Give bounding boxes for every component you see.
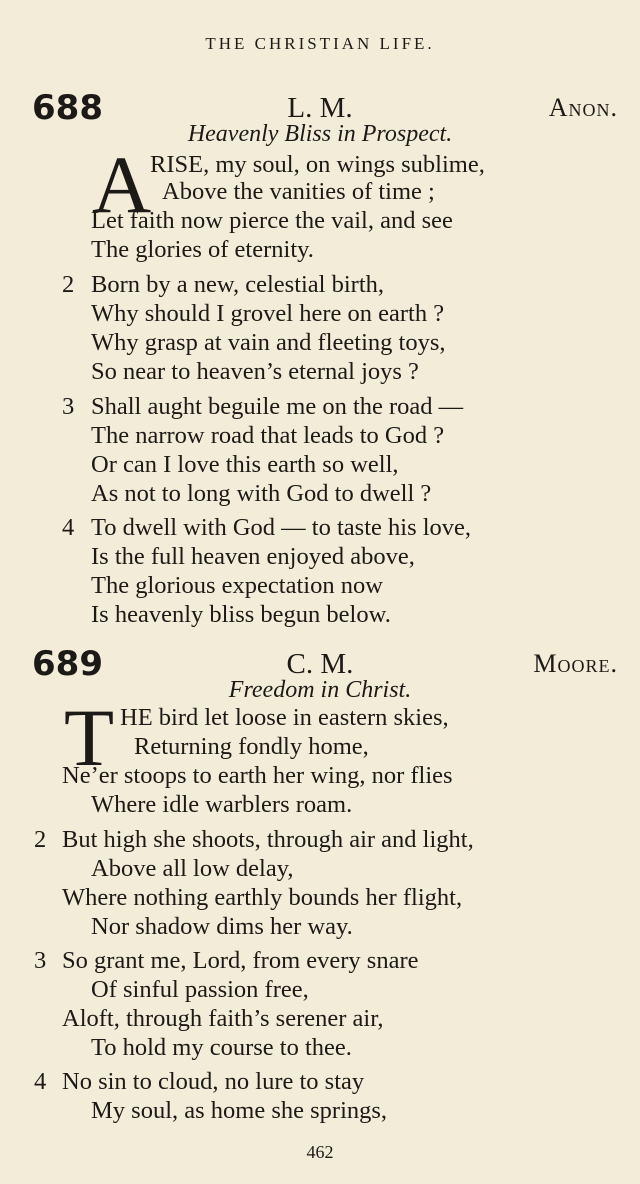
verse-line: HE bird let loose in eastern skies, [120,704,449,731]
running-head: THE CHRISTIAN LIFE. [205,34,435,53]
verse-number: 2 [34,826,47,853]
verse-line: Aloft, through faith’s serener air, [62,1005,384,1032]
verse-line: RISE, my soul, on wings sublime, [150,151,485,178]
verse-number: 3 [62,393,75,420]
verse-line: Is heavenly bliss begun below. [91,601,391,628]
verse-line: Born by a new, celestial birth, [91,271,385,298]
hymn-meter: C. M. [286,648,354,680]
hymn-number: 689 [32,644,103,684]
verse-line: The glories of eternity. [91,236,314,263]
verse-line: Or can I love this earth so well, [91,451,399,478]
verse-line: Is the full heaven enjoyed above, [91,543,415,570]
verse-line: Returning fondly home, [134,733,369,760]
hymn-author: Moore. [533,649,618,678]
verse-number: 2 [62,271,75,298]
verse-line: The glorious expectation now [91,572,383,599]
hymn-title: Freedom in Christ. [228,677,412,703]
hymn-title: Heavenly Bliss in Prospect. [187,121,453,147]
verse-number: 3 [34,947,47,974]
verse-line: Above all low delay, [91,855,294,882]
drop-cap: T [64,692,115,783]
verse-line: Where idle warblers roam. [91,791,353,818]
verse-number: 4 [34,1068,47,1095]
verse-line: To dwell with God — to taste his love, [91,514,472,541]
verse-line: Of sinful passion free, [91,976,309,1003]
verse-line: Why should I grovel here on earth ? [91,300,445,327]
verse-line: So near to heaven’s eternal joys ? [91,358,419,385]
verse-line: So grant me, Lord, from every snare [62,947,419,974]
verse-line: Where nothing earthly bounds her flight, [62,884,463,911]
hymn-meter: L. M. [287,92,353,124]
verse-line: As not to long with God to dwell ? [91,480,432,507]
verse-line: Nor shadow dims her way. [91,913,353,940]
verse-line: Shall aught beguile me on the road — [91,393,464,420]
hymn-number: 688 [32,88,103,128]
drop-cap: A [92,139,152,230]
verse-line: To hold my course to thee. [91,1034,352,1061]
verse-line: The narrow road that leads to God ? [91,422,445,449]
verse-line: Let faith now pierce the vail, and see [91,207,453,234]
verse-line: Above the vanities of time ; [162,178,435,205]
hymn-author: Anon. [548,93,618,122]
verse-line: No sin to cloud, no lure to stay [62,1068,365,1095]
page-number: 462 [306,1142,334,1162]
verse-line: Ne’er stoops to earth her wing, nor flies [62,762,453,789]
verse-line: My soul, as home she springs, [91,1097,388,1124]
verse-line: Why grasp at vain and fleeting toys, [91,329,446,356]
verse-number: 4 [62,514,75,541]
verse-line: But high she shoots, through air and light, [62,826,474,853]
